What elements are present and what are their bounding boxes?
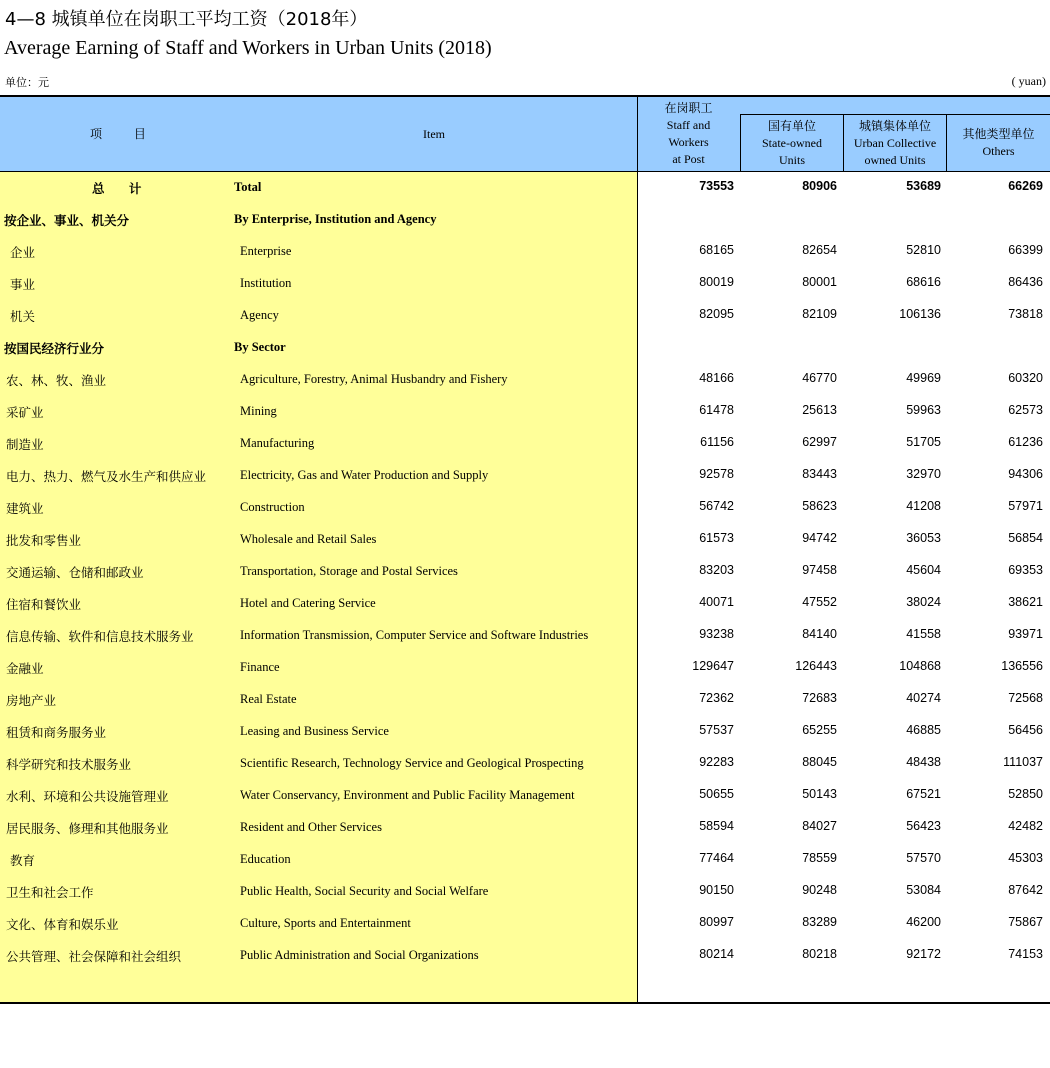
row-value-3: 68616: [906, 275, 941, 289]
unit-label-en: ( yuan): [1011, 74, 1046, 88]
row-value-3: 41558: [906, 627, 941, 641]
row-label-en: Construction: [240, 500, 305, 514]
header-col-total-en-1: Staff and: [666, 118, 711, 132]
table-row: [0, 843, 1050, 875]
row-label-cn: 文化、体育和娱乐业: [6, 917, 119, 932]
row-value-4: 66269: [1008, 179, 1043, 193]
divider-header-sub: [740, 114, 1050, 115]
row-value-1: 40071: [699, 595, 734, 609]
row-value-4: 86436: [1008, 275, 1043, 289]
row-value-4: 75867: [1008, 915, 1043, 929]
row-value-1: 83203: [699, 563, 734, 577]
row-value-4: 38621: [1008, 595, 1043, 609]
row-value-3: 56423: [906, 819, 941, 833]
row-label-cn: 制造业: [6, 437, 44, 452]
row-value-2: 47552: [802, 595, 837, 609]
row-value-4: 69353: [1008, 563, 1043, 577]
row-value-1: 48166: [699, 371, 734, 385]
row-value-2: 94742: [802, 531, 837, 545]
table-bottom-rule: [0, 1002, 1050, 1004]
row-value-2: 72683: [802, 691, 837, 705]
row-label-en: Manufacturing: [240, 436, 315, 450]
row-value-2: 82654: [802, 243, 837, 257]
row-value-4: 93971: [1008, 627, 1043, 641]
header-col-collective-en-2: owned Units: [864, 153, 926, 167]
row-value-4: 66399: [1008, 243, 1043, 257]
table-row: [0, 747, 1050, 779]
table-row: [0, 267, 1050, 299]
header-col-other-en-1: Others: [982, 144, 1015, 158]
row-value-2: 62997: [802, 435, 837, 449]
row-value-2: 90248: [802, 883, 837, 897]
row-value-2: 80218: [802, 947, 837, 961]
row-value-2: 58623: [802, 499, 837, 513]
header-col-state: [741, 118, 843, 169]
unit-label-cn: 单位：元: [5, 76, 49, 89]
row-value-3: 53084: [906, 883, 941, 897]
row-label-en: Mining: [240, 404, 277, 418]
row-label-en: Resident and Other Services: [240, 820, 382, 834]
row-label-en: Electricity, Gas and Water Production and Supply: [240, 468, 489, 482]
row-label-en: Finance: [240, 660, 280, 674]
table-row: [0, 875, 1050, 907]
header-col-collective: [844, 118, 946, 169]
table-row: [0, 587, 1050, 619]
row-value-1: 92283: [699, 755, 734, 769]
table-row: [0, 235, 1050, 267]
row-label-en: Public Administration and Social Organizations: [240, 948, 479, 962]
row-value-4: 87642: [1008, 883, 1043, 897]
row-value-2: 78559: [802, 851, 837, 865]
row-label-cn: 批发和零售业: [6, 533, 82, 548]
row-label-en: By Sector: [234, 340, 286, 354]
row-value-3: 51705: [906, 435, 941, 449]
row-value-2: 83443: [802, 467, 837, 481]
row-label-en: Education: [240, 852, 291, 866]
row-label-cn: 农、林、牧、渔业: [6, 373, 107, 388]
row-value-1: 73553: [699, 179, 734, 193]
row-label-cn: 建筑业: [6, 501, 44, 516]
row-value-2: 46770: [802, 371, 837, 385]
row-value-3: 92172: [906, 947, 941, 961]
table-row: [0, 619, 1050, 651]
header-col-total-en-2: Workers: [668, 135, 709, 149]
row-value-4: 52850: [1008, 787, 1043, 801]
row-value-4: 111037: [1003, 755, 1043, 769]
table-row: [0, 427, 1050, 459]
table-row: [0, 651, 1050, 683]
row-label-en: Water Conservancy, Environment and Public Facility Management: [240, 788, 575, 802]
row-value-4: 60320: [1008, 371, 1043, 385]
row-label-en: Institution: [240, 276, 292, 290]
row-label-en: Wholesale and Retail Sales: [240, 532, 377, 546]
row-value-4: 61236: [1008, 435, 1043, 449]
row-label-cn: 事业: [10, 277, 36, 292]
row-label-cn: 按企业、事业、机关分: [4, 213, 130, 228]
header-col-other: [947, 126, 1050, 160]
row-value-1: 61573: [699, 531, 734, 545]
row-value-1: 129647: [692, 659, 734, 673]
row-value-2: 80906: [802, 179, 837, 193]
row-label-en: Agency: [240, 308, 279, 322]
header-item-cn: 项 目: [90, 127, 160, 141]
row-value-4: 45303: [1008, 851, 1043, 865]
header-col-state-en-2: Units: [778, 153, 805, 167]
row-value-1: 57537: [699, 723, 734, 737]
header-col-state-en-1: State-owned: [762, 136, 822, 150]
row-value-1: 61478: [699, 403, 734, 417]
row-value-3: 48438: [906, 755, 941, 769]
row-value-4: 72568: [1008, 691, 1043, 705]
row-label-en: Total: [234, 180, 262, 194]
row-value-4: 57971: [1008, 499, 1043, 513]
row-label-en: Leasing and Business Service: [240, 724, 389, 738]
table-row: [0, 811, 1050, 843]
row-label-en: By Enterprise, Institution and Agency: [234, 212, 437, 226]
row-label-cn: 机关: [10, 309, 36, 324]
row-value-2: 65255: [802, 723, 837, 737]
table-row: [0, 939, 1050, 971]
header-col-total: [637, 100, 740, 168]
row-label-en: Real Estate: [240, 692, 297, 706]
row-value-2: 82109: [802, 307, 837, 321]
row-value-4: 73818: [1008, 307, 1043, 321]
row-value-2: 88045: [802, 755, 837, 769]
table-row: [0, 459, 1050, 491]
row-value-4: 94306: [1008, 467, 1043, 481]
header-col-other-cn: 其他类型单位: [962, 127, 1035, 141]
row-value-1: 68165: [699, 243, 734, 257]
divider-header-col-3: [843, 114, 844, 172]
row-value-1: 50655: [699, 787, 734, 801]
row-value-4: 42482: [1008, 819, 1043, 833]
row-label-en: Transportation, Storage and Postal Services: [240, 564, 458, 578]
divider-header-col-4: [946, 114, 947, 172]
table-title-cn: 4—8 城镇单位在岗职工平均工资（2018年）: [5, 9, 368, 30]
row-value-3: 57570: [906, 851, 941, 865]
row-value-1: 90150: [699, 883, 734, 897]
table-row: [0, 299, 1050, 331]
row-label-cn: 金融业: [6, 661, 44, 676]
row-value-3: 32970: [906, 467, 941, 481]
row-label-cn: 卫生和社会工作: [6, 885, 94, 900]
table-row: [0, 171, 1050, 203]
row-value-1: 92578: [699, 467, 734, 481]
row-value-3: 36053: [906, 531, 941, 545]
header-col-collective-cn: 城镇集体单位: [858, 119, 931, 133]
row-value-3: 49969: [906, 371, 941, 385]
row-value-1: 93238: [699, 627, 734, 641]
row-value-2: 83289: [802, 915, 837, 929]
row-label-cn: 租赁和商务服务业: [6, 725, 107, 740]
row-value-2: 25613: [802, 403, 837, 417]
row-label-cn: 房地产业: [6, 693, 57, 708]
row-value-2: 80001: [802, 275, 837, 289]
row-label-cn: 公共管理、社会保障和社会组织: [6, 949, 182, 964]
header-col-total-cn: 在岗职工: [664, 101, 713, 115]
table-row: [0, 555, 1050, 587]
row-label-en: Public Health, Social Security and Social Welfare: [240, 884, 489, 898]
row-value-1: 80997: [699, 915, 734, 929]
row-value-2: 97458: [802, 563, 837, 577]
earnings-table: [0, 95, 1050, 1004]
header-col-total-en-3: at Post: [672, 152, 705, 166]
row-label-cn: 企业: [10, 245, 36, 260]
row-label-en: Scientific Research, Technology Service and Geological Prospecting: [240, 756, 584, 770]
row-label-cn: 科学研究和技术服务业: [6, 757, 132, 772]
table-row: [0, 907, 1050, 939]
row-label-cn: 按国民经济行业分: [4, 341, 105, 356]
row-value-1: 72362: [699, 691, 734, 705]
row-value-3: 53689: [906, 179, 941, 193]
row-value-3: 104868: [899, 659, 941, 673]
row-label-cn: 总 计: [92, 181, 152, 196]
table-row: [0, 203, 1050, 235]
table-row: [0, 715, 1050, 747]
row-label-en: Culture, Sports and Entertainment: [240, 916, 411, 930]
row-value-2: 84027: [802, 819, 837, 833]
row-label-cn: 住宿和餐饮业: [6, 597, 82, 612]
table-row: [0, 683, 1050, 715]
row-label-en: Hotel and Catering Service: [240, 596, 376, 610]
table-row: [0, 779, 1050, 811]
row-value-4: 56456: [1008, 723, 1043, 737]
row-value-4: 56854: [1008, 531, 1043, 545]
table-row: [0, 331, 1050, 363]
row-value-2: 126443: [795, 659, 837, 673]
row-label-cn: 采矿业: [6, 405, 44, 420]
header-col-state-cn: 国有单位: [767, 119, 816, 133]
row-value-2: 50143: [802, 787, 837, 801]
divider-header-col-2: [740, 114, 741, 172]
table-row: [0, 395, 1050, 427]
row-label-en: Agriculture, Forestry, Animal Husbandry and Fishery: [240, 372, 508, 386]
row-value-3: 106136: [899, 307, 941, 321]
row-value-2: 84140: [802, 627, 837, 641]
row-value-3: 41208: [906, 499, 941, 513]
row-value-3: 40274: [906, 691, 941, 705]
row-label-cn: 居民服务、修理和其他服务业: [6, 821, 169, 836]
row-value-1: 56742: [699, 499, 734, 513]
row-label-en: Information Transmission, Computer Service and Software Industries: [240, 628, 589, 642]
row-value-4: 74153: [1008, 947, 1043, 961]
row-value-4: 136556: [1001, 659, 1043, 673]
row-label-en: Enterprise: [240, 244, 292, 258]
row-value-3: 52810: [906, 243, 941, 257]
table-row: [0, 523, 1050, 555]
row-value-4: 62573: [1008, 403, 1043, 417]
row-value-1: 58594: [699, 819, 734, 833]
row-value-3: 46885: [906, 723, 941, 737]
header-item-en: Item: [423, 127, 445, 141]
table-header: [0, 97, 1050, 171]
row-value-3: 38024: [906, 595, 941, 609]
row-label-cn: 信息传输、软件和信息技术服务业: [6, 629, 194, 644]
header-col-collective-en-1: Urban Collective: [853, 136, 937, 150]
row-value-1: 77464: [699, 851, 734, 865]
row-value-3: 67521: [906, 787, 941, 801]
row-value-1: 82095: [699, 307, 734, 321]
row-label-cn: 教育: [10, 853, 36, 868]
table-title-en: Average Earning of Staff and Workers in Urban Units (2018): [4, 37, 492, 59]
row-value-3: 59963: [906, 403, 941, 417]
table-row: [0, 491, 1050, 523]
row-label-cn: 水利、环境和公共设施管理业: [6, 789, 169, 804]
row-value-1: 80019: [699, 275, 734, 289]
table-row: [0, 363, 1050, 395]
row-value-1: 80214: [699, 947, 734, 961]
row-value-3: 45604: [906, 563, 941, 577]
row-label-cn: 交通运输、仓储和邮政业: [6, 565, 144, 580]
row-value-3: 46200: [906, 915, 941, 929]
row-label-cn: 电力、热力、燃气及水生产和供应业: [6, 469, 207, 484]
row-value-1: 61156: [700, 435, 734, 449]
